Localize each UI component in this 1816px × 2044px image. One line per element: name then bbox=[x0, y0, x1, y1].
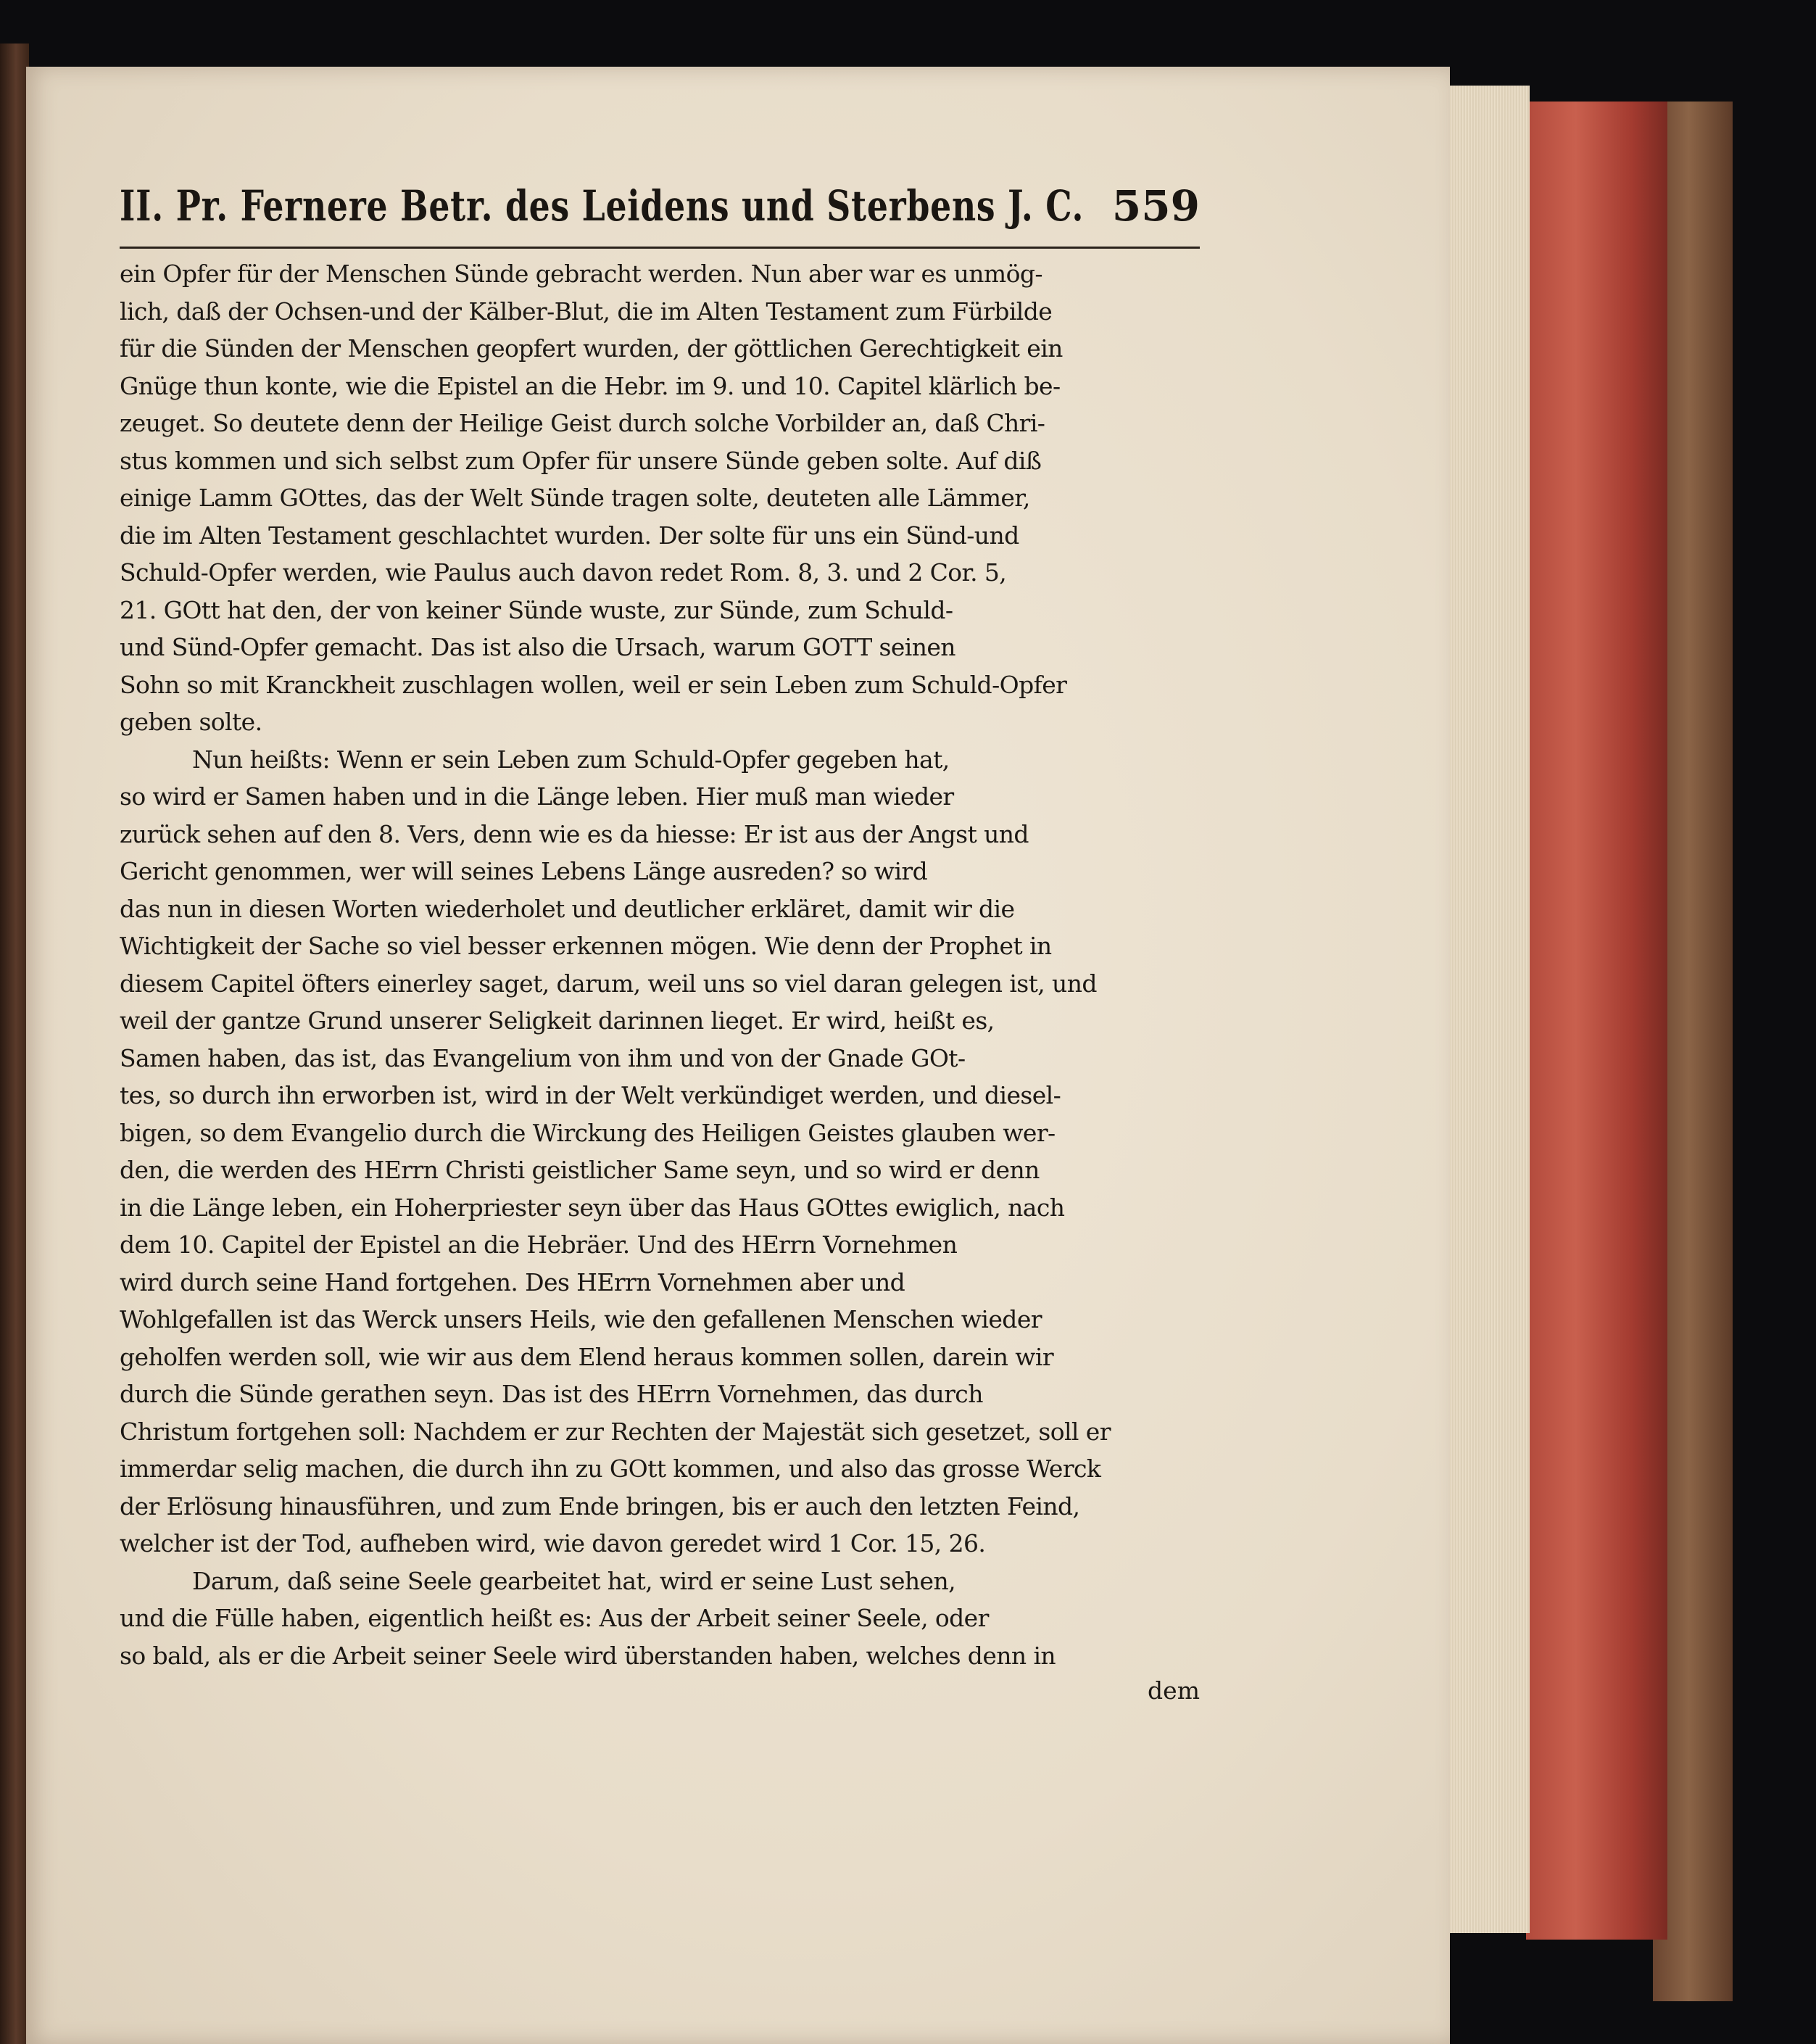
text-line: zeuget. So deutete denn der Heilige Geist durch solche Vorbilder an, daß Chri- bbox=[120, 409, 1045, 437]
text-line: die im Alten Testament geschlachtet wurden. Der solte für uns ein Sünd-und bbox=[120, 521, 1019, 550]
running-title: II. Pr. Fernere Betr. des Leidens und Sterbens J. C. bbox=[120, 181, 1085, 231]
text-line: zurück sehen auf den 8. Vers, denn wie es da hiesse: Er ist aus der Angst und bbox=[120, 819, 1029, 848]
text-line: lich, daß der Ochsen-und der Kälber-Blut, die im Alten Testament zum Fürbilde bbox=[120, 297, 1053, 326]
text-line: Darum, daß seine Seele gearbeitet hat, wird er seine Lust sehen, bbox=[192, 1566, 956, 1595]
text-line: Wichtigkeit der Sache so viel besser erkennen mögen. Wie denn der Prophet in bbox=[120, 932, 1052, 960]
text-line: geben solte. bbox=[120, 708, 262, 736]
text-line: Gericht genommen, wer will seines Lebens Länge ausreden? so wird bbox=[120, 857, 928, 885]
page-block-red-edge bbox=[1526, 102, 1667, 1940]
text-line: den, die werden des HErrn Christi geistlicher Same seyn, und so wird er denn bbox=[120, 1156, 1040, 1184]
text-line: so wird er Samen haben und in die Länge leben. Hier muß man wieder bbox=[120, 782, 954, 811]
text-line: Sohn so mit Kranckheit zuschlagen wollen, weil er sein Leben zum Schuld-Opfer bbox=[120, 670, 1067, 699]
catchword: dem bbox=[1148, 1676, 1200, 1705]
text-line: dem 10. Capitel der Epistel an die Hebräer. Und des HErrn Vornehmen bbox=[120, 1230, 958, 1259]
text-line: stus kommen und sich selbst zum Opfer für unsere Sünde geben solte. Auf diß bbox=[120, 446, 1042, 475]
body-text bbox=[120, 255, 1200, 1674]
text-line: in die Länge leben, ein Hoherpriester seyn über das Haus GOttes ewiglich, nach bbox=[120, 1193, 1065, 1222]
text-line: so bald, als er die Arbeit seiner Seele wird überstanden haben, welches denn in bbox=[120, 1641, 1056, 1670]
text-line: immerdar selig machen, die durch ihn zu GOtt kommen, und also das grosse Werck bbox=[120, 1455, 1101, 1483]
text-line: welcher ist der Tod, aufheben wird, wie davon geredet wird 1 Cor. 15, 26. bbox=[120, 1529, 986, 1557]
running-header bbox=[120, 167, 1200, 239]
text-line: Schuld-Opfer werden, wie Paulus auch davon redet Rom. 8, 3. und 2 Cor. 5, bbox=[120, 558, 1007, 587]
text-line: und Sünd-Opfer gemacht. Das ist also die Ursach, warum GOTT seinen bbox=[120, 633, 955, 661]
book-cover-edge bbox=[0, 44, 29, 2044]
text-line: 21. GOtt hat den, der von keiner Sünde wuste, zur Sünde, zum Schuld- bbox=[120, 595, 953, 624]
text-line: weil der gantze Grund unserer Seligkeit darinnen lieget. Er wird, heißt es, bbox=[120, 1006, 995, 1035]
text-line: für die Sünden der Menschen geopfert wurden, der göttlichen Gerechtigkeit ein bbox=[120, 334, 1063, 363]
text-line: durch die Sünde gerathen seyn. Das ist des HErrn Vornehmen, das durch bbox=[120, 1380, 983, 1408]
text-line: Samen haben, das ist, das Evangelium von ihm und von der Gnade GOt- bbox=[120, 1043, 966, 1072]
text-line: Gnüge thun konte, wie die Epistel an die Hebr. im 9. und 10. Capitel klärlich be- bbox=[120, 371, 1061, 400]
text-line: bigen, so dem Evangelio durch die Wirckung des Heiligen Geistes glauben wer- bbox=[120, 1118, 1056, 1147]
page-number: 559 bbox=[1111, 181, 1200, 231]
text-line: Nun heißts: Wenn er sein Leben zum Schuld-Opfer gegeben hat, bbox=[192, 745, 950, 774]
text-line: diesem Capitel öfters einerley saget, darum, weil uns so viel daran gelegen ist, und bbox=[120, 969, 1097, 998]
text-line: geholfen werden soll, wie wir aus dem Elend heraus kommen sollen, darein wir bbox=[120, 1342, 1054, 1371]
text-line: wird durch seine Hand fortgehen. Des HErrn Vornehmen aber und bbox=[120, 1267, 905, 1296]
page-stack-edge bbox=[1443, 86, 1530, 1933]
text-line: Christum fortgehen soll: Nachdem er zur Rechten der Majestät sich gesetzet, soll er bbox=[120, 1417, 1111, 1446]
text-line: das nun in diesen Worten wiederholet und deutlicher erkläret, damit wir die bbox=[120, 894, 1015, 923]
text-line: und die Fülle haben, eigentlich heißt es: Aus der Arbeit seiner Seele, oder bbox=[120, 1604, 989, 1632]
text-line: der Erlösung hinausführen, und zum Ende bringen, bis er auch den letzten Feind, bbox=[120, 1491, 1080, 1520]
header-rule bbox=[120, 247, 1200, 249]
text-line: Wohlgefallen ist das Werck unsers Heils, wie den gefallenen Menschen wieder bbox=[120, 1305, 1042, 1333]
text-line: einige Lamm GOttes, das der Welt Sünde tragen solte, deuteten alle Lämmer, bbox=[120, 484, 1030, 512]
text-line: tes, so durch ihn erworben ist, wird in der Welt verkündiget werden, und diesel- bbox=[120, 1081, 1061, 1109]
text-line: ein Opfer für der Menschen Sünde gebracht werden. Nun aber war es unmög- bbox=[120, 260, 1042, 288]
